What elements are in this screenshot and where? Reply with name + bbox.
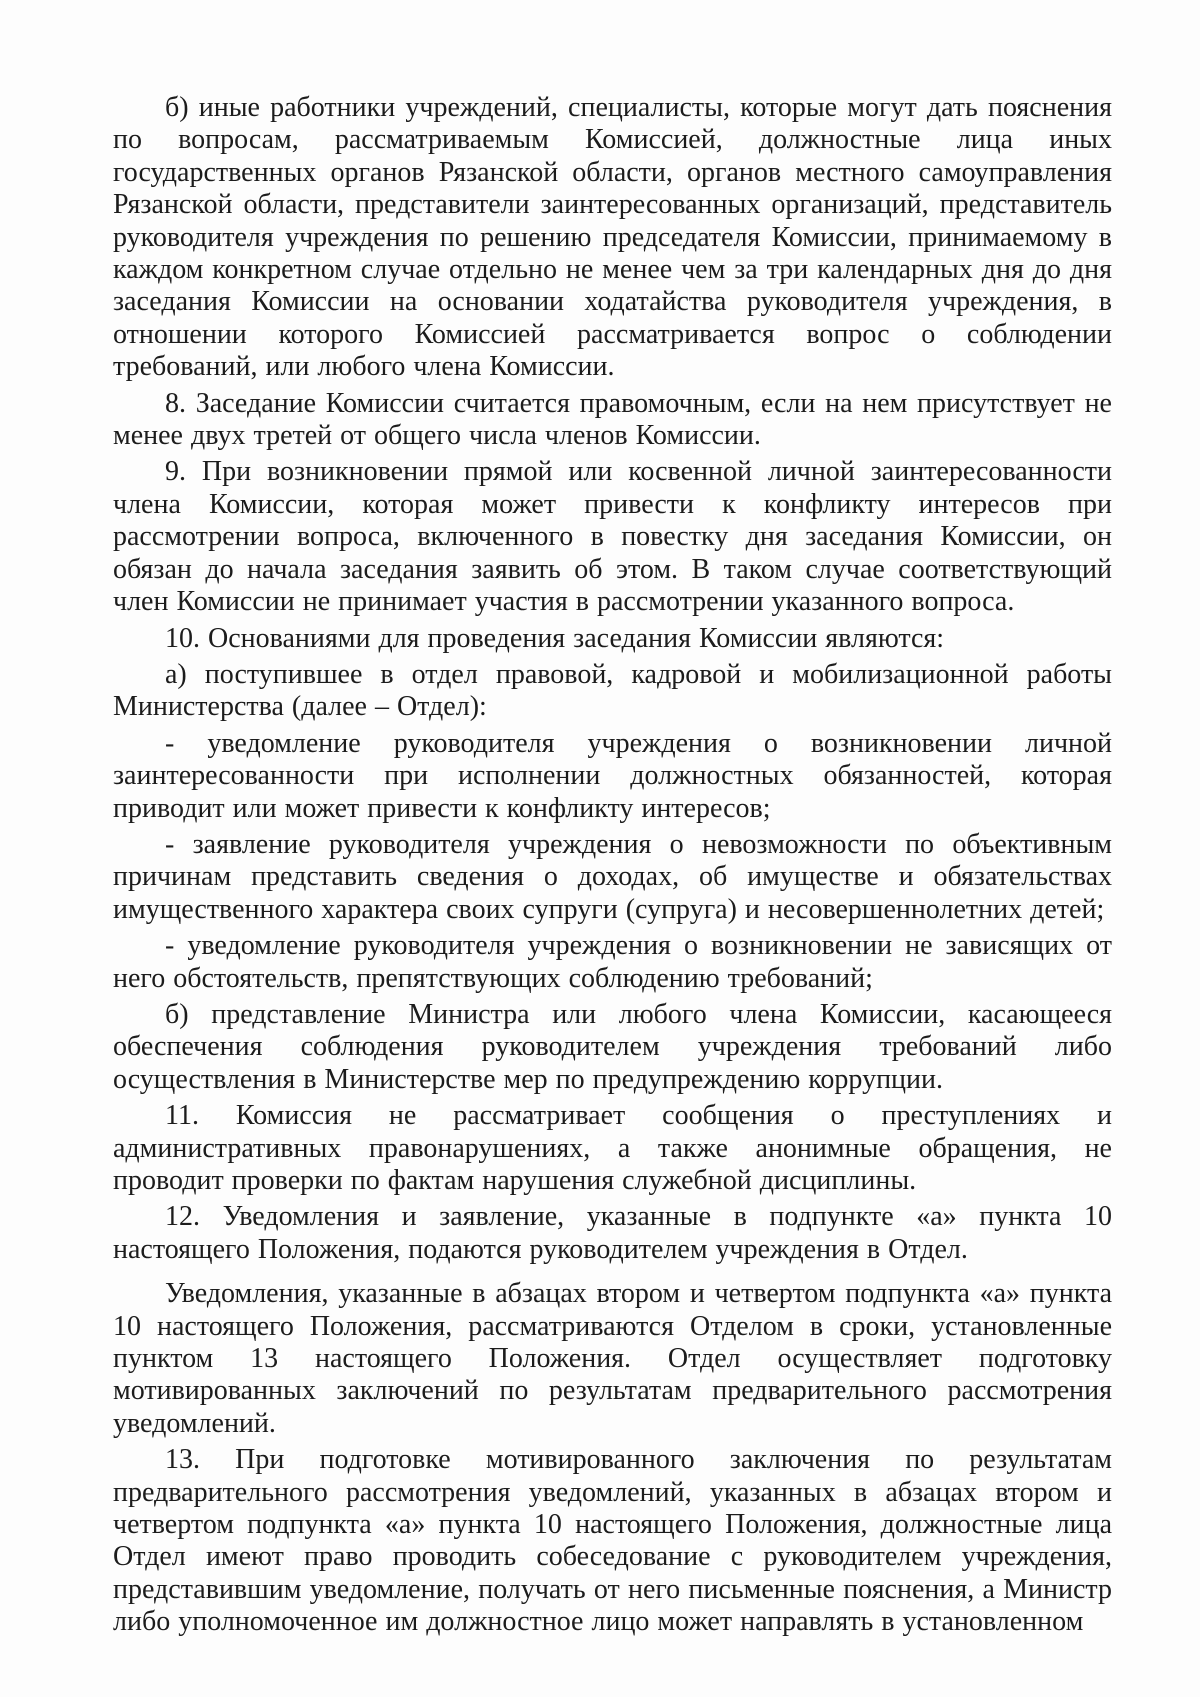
paragraph-13: 13. При подготовке мотивированного заключения по результатам предварительного рассмотрения уведомлений, указанных в абзацах втором и четвертом подпункта «а» пункта 10 настоящего Положения, должностные лица Отдел имеют право проводить собеседование с руководителем учреждения, представившим уведомление, получать от него письменные пояснения, а Министр либо уполномоченное им должностное лицо может направлять в установленном [113, 1444, 1112, 1638]
paragraph-9: 9. При возникновении прямой или косвенной личной заинтересованности члена Комиссии, которая может привести к конфликту интересов при рассмотрении вопроса, включенного в повестку дня заседания Комиссии, он обязан до начала заседания заявить об этом. В таком случае соответствующий член Комиссии не принимает участия в рассмотрении указанного вопроса. [113, 456, 1112, 618]
paragraph-12: 12. Уведомления и заявление, указанные в подпункте «а» пункта 10 настоящего Положения, подаются руководителем учреждения в Отдел. [113, 1201, 1112, 1265]
paragraph-10a: а) поступившее в отдел правовой, кадровой и мобилизационной работы Министерства (далее – Отдел): [113, 658, 1112, 723]
paragraph-7b: б) иные работники учреждений, специалисты, которые могут дать пояснения по вопросам, рассматриваемым Комиссией, должностные лица иных государственных органов Рязанской области, органов местного самоуправления Рязанской области, представители заинтересованных организаций, представитель руководителя учреждения по решению председателя Комиссии, принимаемому в каждом конкретном случае отдельно не менее чем за три календарных дня до дня заседания Комиссии на основании ходатайства руководителя учреждения, в отношении которого Комиссией рассматривается вопрос о соблюдении требований, или любого члена Комиссии. [113, 92, 1112, 383]
paragraph-10a-item-2: - заявление руководителя учреждения о невозможности по объективным причинам представить сведения о доходах, об имуществе и обязательствах имущественного характера своих супруги (супруга) и несовершеннолетних детей; [113, 828, 1112, 925]
paragraph-10: 10. Основаниями для проведения заседания Комиссии являются: [165, 622, 945, 654]
paragraph-12-part-2: Уведомления, указанные в абзацах втором и четвертом подпункта «а» пункта 10 настоящего Положения, рассматриваются Отделом в сроки, установленные пунктом 13 настоящего Положения. Отдел осуществляет подготовку мотивированных заключений по результатам предварительного рассмотрения уведомлений. [113, 1278, 1112, 1439]
paragraph-11: 11. Комиссия не рассматривает сообщения о преступлениях и административных правонарушениях, а также анонимные обращения, не проводит проверки по фактам нарушения служебной дисциплины. [113, 1100, 1112, 1196]
paragraph-8: 8. Заседание Комиссии считается правомочным, если на нем присутствует не менее двух третей от общего числа членов Комиссии. [113, 387, 1112, 452]
paragraph-10a-item-3: - уведомление руководителя учреждения о возникновении не зависящих от него обстоятельств, препятствующих соблюдению требований; [113, 930, 1112, 994]
paragraph-10a-item-1: - уведомление руководителя учреждения о возникновении личной заинтересованности при исполнении должностных обязанностей, которая приводит или может привести к конфликту интересов; [113, 727, 1112, 824]
paragraph-10b: б) представление Министра или любого члена Комиссии, касающееся обеспечения соблюдения руководителем учреждения требований либо осуществления в Министерстве мер по предупреждению коррупции. [113, 998, 1112, 1095]
